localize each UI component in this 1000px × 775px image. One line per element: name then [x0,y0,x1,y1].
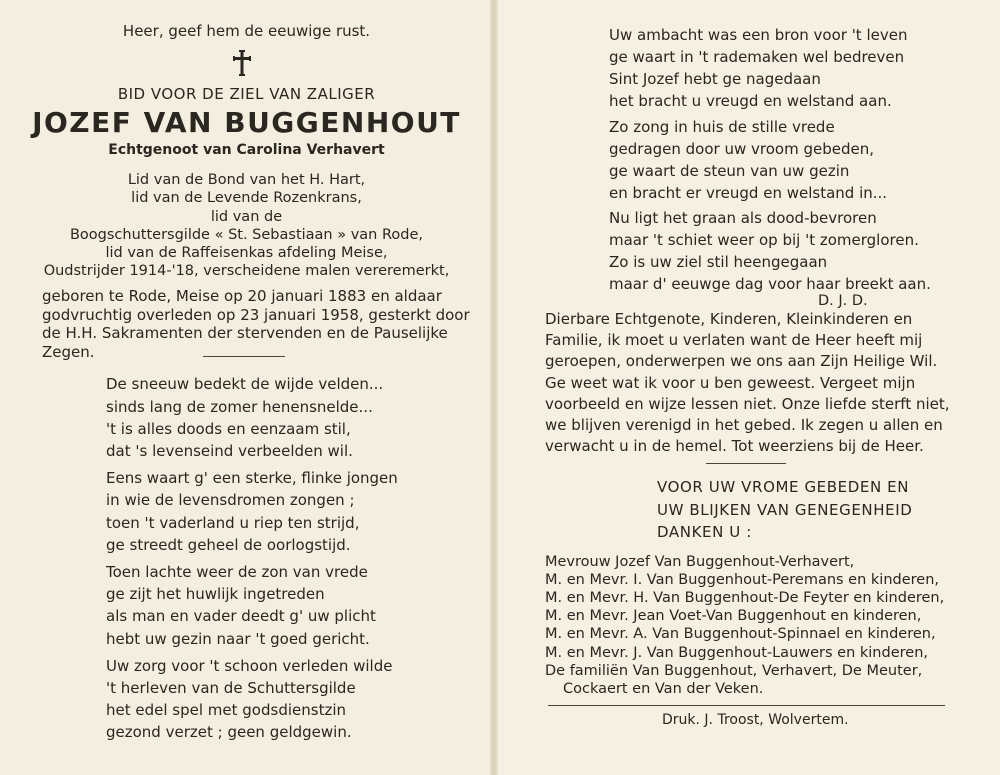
membership-line: Oudstrijder 1914-'18, verscheidene malen vereremerkt, [43,263,450,279]
thanks-line: DANKEN U : [657,523,752,541]
poem-line: Sint Jozef hebt ge nagedaan [609,70,821,88]
farewell-line: Familie, ik moet u verlaten want de Heer heeft mij [545,331,923,349]
poem-line: Toen lachte weer de zon van vrede [106,563,368,581]
poem-line: maar d' eeuwge dag voor haar breekt aan. [609,275,931,293]
membership-line: Lid van de Bond van het H. Hart, [127,172,366,188]
poem-line: sinds lang de zomer henensnelde... [106,398,373,416]
farewell-line: verwacht u in de hemel. Tot weerziens bij de Heer. [545,437,924,455]
poem-line: dat 's levenseind verbeelden wil. [106,442,353,460]
section-divider [706,463,786,464]
opening-prayer: Heer, geef hem de eeuwige rust. [122,22,371,40]
poem-line: 't is alles doods en eenzaam stil, [106,420,351,438]
poem-line: ge waart de steun van uw gezin [609,162,850,180]
prayer-request: BID VOOR DE ZIEL VAN ZALIGER [117,85,376,103]
poem-line: het bracht u vreugd en welstand aan. [609,92,892,110]
farewell-line: Dierbare Echtgenote, Kinderen, Kleinkinderen en [545,310,913,328]
family-line: M. en Mevr. A. Van Buggenhout-Spinnael en kinderen, [545,626,936,642]
poem-line: ge streedt geheel de oorlogstijd. [106,536,351,554]
poem-line: Uw ambacht was een bron voor 't leven [609,26,908,44]
poem-line: Zo zong in huis de stille vrede [609,118,835,136]
section-divider [203,356,285,357]
poem-line: en bracht er vreugd en welstand in... [609,184,888,202]
poem-line: als man en vader deedt g' uw plicht [106,607,376,625]
latin-cross-icon [232,50,252,76]
poem-line: Nu ligt het graan als dood-bevroren [609,209,877,227]
poem-line: ge waart in 't rademaken wel bedreven [609,48,905,66]
poem-line: het edel spel met godsdienstzin [106,701,346,719]
printer-credit: Druk. J. Troost, Wolvertem. [662,712,849,728]
poem-line: Uw zorg voor 't schoon verleden wilde [106,657,393,675]
family-line: M. en Mevr. I. Van Buggenhout-Peremans en kinderen, [545,572,940,588]
membership-line: Boogschuttersgilde « St. Sebastiaan » van Rode, [69,227,424,243]
farewell-line: we blijven verenigd in het gebed. Ik zegen u allen en [545,416,943,434]
poem-line: hebt uw gezin naar 't goed gericht. [106,630,370,648]
farewell-line: voorbeeld en wijze lessen niet. Onze liefde sterft niet, [545,395,950,413]
poem-line: gedragen door uw vroom gebeden, [609,140,874,158]
poem-line: in wie de levensdromen zongen ; [106,491,355,509]
family-line: M. en Mevr. J. Van Buggenhout-Lauwers en kinderen, [545,645,928,661]
footer-divider [548,705,945,706]
poem-line: Eens waart g' een sterke, flinke jongen [106,469,398,487]
poem-line: De sneeuw bedekt de wijde velden... [106,375,384,393]
membership-line: lid van de Raffeisenkas afdeling Meise, [105,245,388,261]
deceased-name: JOZEF VAN BUGGENHOUT [32,106,461,139]
poem-signature: D. J. D. [818,293,868,309]
poem-line: ge zijt het huwlijk ingetreden [106,585,325,603]
poem-line: 't herleven van de Schuttersgilde [106,679,356,697]
family-line: M. en Mevr. H. Van Buggenhout-De Feyter en kinderen, [545,590,945,606]
membership-line: lid van de [210,209,283,225]
poem-line: Zo is uw ziel stil heengegaan [609,253,828,271]
biography-line: de H.H. Sakramenten der stervenden en de Pauselijke [42,324,448,342]
farewell-line: geroepen, onderwerpen we ons aan Zijn Heilige Wil. [545,352,938,370]
biography-line: Zegen. [42,343,95,361]
farewell-line: Ge weet wat ik voor u ben geweest. Vergeet mijn [545,374,916,392]
family-line: Mevrouw Jozef Van Buggenhout-Verhavert, [545,554,855,570]
biography-line: geboren te Rode, Meise op 20 januari 1883 en aldaar [42,287,442,305]
poem-line: toen 't vaderland u riep ten strijd, [106,514,360,532]
spouse-line: Echtgenoot van Carolina Verhavert [108,142,385,158]
family-line: De familiën Van Buggenhout, Verhavert, De Meuter, [545,663,923,679]
poem-line: maar 't schiet weer op bij 't zomergloren. [609,231,919,249]
family-line: Cockaert en Van der Veken. [563,681,764,697]
thanks-line: UW BLIJKEN VAN GENEGENHEID [657,501,913,519]
poem-line: gezond verzet ; geen geldgewin. [106,723,352,741]
thanks-line: VOOR UW VROME GEBEDEN EN [657,478,910,496]
family-line: M. en Mevr. Jean Voet-Van Buggenhout en kinderen, [545,608,922,624]
biography-line: godvruchtig overleden op 23 januari 1958, gesterkt door [42,306,470,324]
membership-line: lid van de Levende Rozenkrans, [131,190,362,206]
